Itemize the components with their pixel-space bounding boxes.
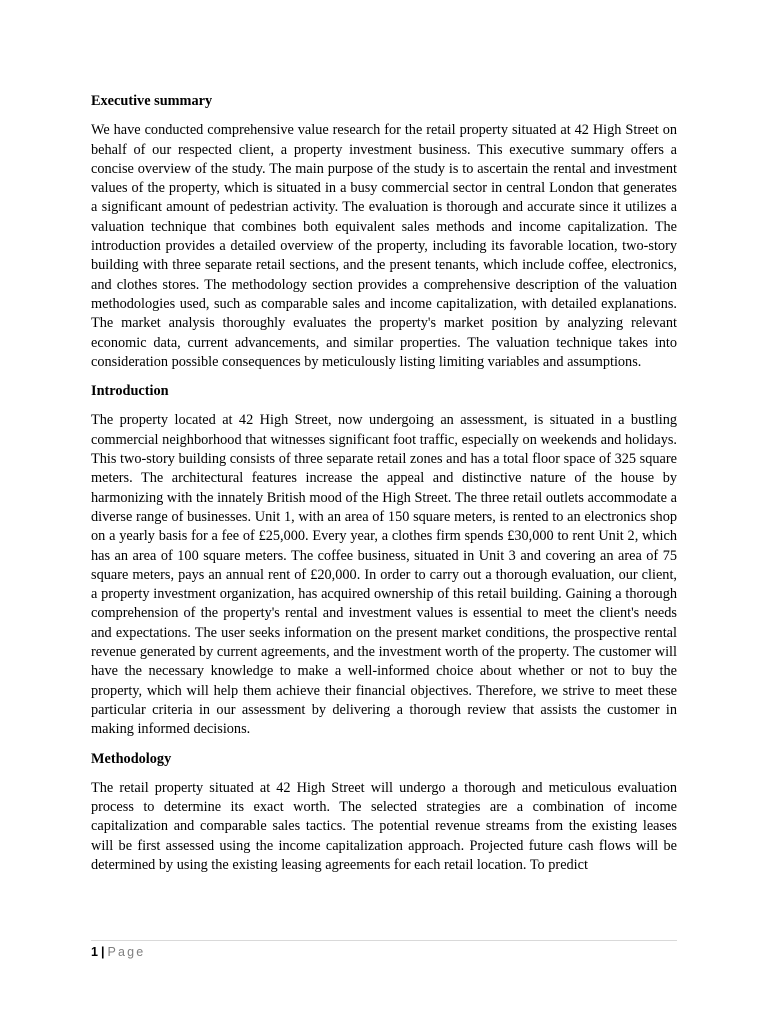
section-paragraph: The retail property situated at 42 High Street will undergo a thorough and meticulous evaluation process to determine its exact worth. The selected strategies are a combination of income capitalization and comparable sales tactics. The potential revenue streams from the existing leases will be first assessed using the income capitalization approach. Projected future cash flows will be determined by using the existing leasing agreements for each retail location. To predict (91, 779, 677, 873)
section-introduction (91, 382, 677, 739)
section-methodology (91, 750, 677, 876)
section-paragraph: We have conducted comprehensive value research for the retail property situated at 42 High Street on behalf of our respected client, a property investment business. This executive summary offers a concise overview of the study. The main purpose of the study is to ascertain the rental and investment values of the property, which is situated in a busy commercial sector in central London that generates a significant amount of pedestrian activity. The evaluation is thorough and accurate since it utilizes a valuation technique that combines both equivalent sales methods and income capitalization. The introduction provides a detailed overview of the property, including its favorable location, two-story building with three separate retail sections, and the present tenants, which include coffee, electronics, and clothes stores. The methodology section provides a comprehensive description of the valuation methodologies used, such as comparable sales and income capitalization, with detailed explanations. The market analysis thoroughly evaluates the property's market position by analyzing relevant economic data, current advancements, and similar properties. The valuation technique takes into consideration possible consequences by meticulously listing limiting variables and assumptions. (91, 122, 677, 370)
section-paragraph: The property located at 42 High Street, now undergoing an assessment, is situated in a bustling commercial neighborhood that witnesses significant foot traffic, especially on weekends and holidays. This two-story building consists of three separate retail zones and has a total floor space of 325 square meters. The architectural features increase the appeal and distinctive nature of the house by harmonizing with the innately British mood of the High Street. The three retail outlets accommodate a diverse range of businesses. Unit 1, with an area of 150 square meters, is rented to an electronics shop on a yearly basis for a fee of £25,000. Every year, a clothes firm spends £30,000 to rent Unit 2, which has an area of 100 square meters. The coffee business, situated in Unit 3 and covering an area of 75 square meters, pays an annual rent of £20,000. In order to carry out a thorough evaluation, our client, a property investment organization, has acquired ownership of this retail building. Gaining a thorough comprehension of the property's rental and investment values is essential to meet the client's needs and expectations. The user seeks information on the present market conditions, the prospective rental revenue generated by current agreements, and the investment worth of the property. The customer will have the necessary knowledge to make a well-informed choice about whether or not to buy the property, which will help them achieve their financial objectives. Therefore, we strive to meet these particular criteria in our assessment by delivering a thorough review that assists the customer in making informed decisions. (91, 412, 677, 738)
page-label: Page (107, 945, 146, 959)
section-heading: Introduction (91, 383, 169, 400)
page-footer (91, 940, 677, 961)
page-number: 1 (91, 945, 98, 959)
section-heading: Methodology (91, 750, 172, 767)
section-executive-summary (91, 92, 677, 372)
section-heading: Executive summary (91, 93, 213, 109)
page-separator: | (100, 945, 105, 959)
document-body (91, 92, 677, 885)
